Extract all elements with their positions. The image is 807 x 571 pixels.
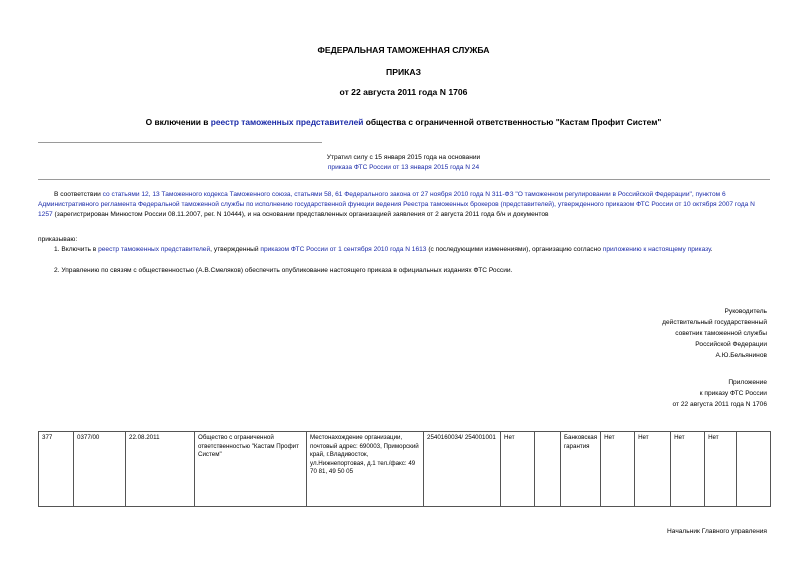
cell-date: 22.08.2011: [126, 432, 195, 507]
cell-empty: [535, 432, 561, 507]
item1-registry-link[interactable]: реестр таможенных представителей: [98, 246, 211, 253]
signature-block: [662, 306, 767, 361]
appendix-line: от 22 августа 2011 года N 1706: [672, 401, 767, 408]
page-title: [0, 117, 807, 127]
signature-name: А.Ю.Бельянинов: [715, 352, 767, 359]
title-prefix: О включении в: [145, 117, 211, 127]
cell-flag: Нет: [635, 432, 671, 507]
status-note-link[interactable]: приказа ФТС России от 13 января 2015 года N 24: [327, 164, 480, 171]
status-note-text: Утратил силу с 15 января 2015 года на основании: [326, 154, 481, 161]
item1-text-a: 1. Включить в: [54, 246, 99, 253]
preamble: [38, 190, 770, 220]
preamble-rest: (зарегистрирован Минюстом России 08.11.2007, рег. N 10444), и на основании представленных организацией заявления от 2 августа 2011 года б/н и документов: [52, 211, 549, 218]
cell-flag: Нет: [671, 432, 705, 507]
order-word: приказываю:: [38, 236, 78, 243]
appendix-heading: [673, 377, 767, 410]
signature-line: Руководитель: [724, 308, 767, 315]
org-name: ФЕДЕРАЛЬНАЯ ТАМОЖЕННАЯ СЛУЖБА: [317, 45, 490, 55]
cell-inn-kpp: 2540160034/ 254001001: [424, 432, 501, 507]
item1-text-b: , утвержденный: [210, 246, 261, 253]
table-row: [39, 432, 771, 507]
item1-text-c: (с последующими изменениями), организацию согласно: [426, 246, 603, 253]
signature-line: Российской Федерации: [695, 341, 767, 348]
signature-line: действительный государственный: [662, 319, 767, 326]
cell-empty: [737, 432, 771, 507]
cell-reg-number: 0377/00: [74, 432, 126, 507]
legal-basis-link[interactable]: со статьями 12, 13 Таможенного кодекса Таможенного союза, статьями 58, 61 Федерального закона от 27 ноября 2010 года N 311-ФЗ "О таможенном регулировании в Российской Федерации", пунктом 6 Административного регламента Федеральной таможенной службы по исполнению государственной функции ведения Реестра таможенных брокеров (представителей), утвержденного приказом ФТС России от 10 октября 2007 года N 1257: [38, 191, 755, 218]
registry-link[interactable]: реестр таможенных представителей: [210, 117, 364, 127]
cell-guarantee: Банковская гарантия: [561, 432, 601, 507]
cell-number: 377: [39, 432, 74, 507]
preamble-intro: В соответствии: [54, 191, 103, 198]
cell-flag: Нет: [705, 432, 737, 507]
cell-org-name: Общество с ограниченной ответственностью "Кастам Профит Систем": [195, 432, 307, 507]
divider-long: [38, 179, 770, 180]
doc-type: ПРИКАЗ: [386, 67, 421, 77]
item-2: 2. Управлению по связям с общественностью (А.В.Смеляков) обеспечить опубликование настоящего приказа в официальных изданиях ФТС России.: [54, 267, 513, 274]
appendix-line: Приложение: [728, 379, 767, 386]
title-suffix: общества с ограниченной ответственностью "Кастам Профит Систем": [363, 117, 662, 127]
divider-short: [38, 142, 322, 143]
item1-order-link[interactable]: приказом ФТС России от 1 сентября 2010 года N 1613: [260, 246, 427, 253]
cell-address: Местонахождение организации, почтовый адрес: 690003, Приморский край, г.Владивосток, ул.Нижнепортовая, д.1 тел./факс: 49 70 81, 49 50 05: [307, 432, 424, 507]
register-table: [38, 431, 771, 507]
appendix-line: к приказу ФТС России: [699, 390, 767, 397]
cell-flag: Нет: [601, 432, 635, 507]
cell-flag: Нет: [501, 432, 535, 507]
doc-date: от 22 августа 2011 года N 1706: [339, 87, 468, 97]
signature-line: советник таможенной службы: [675, 330, 767, 337]
item1-appendix-link[interactable]: приложению к настоящему приказу: [602, 246, 711, 253]
item1-text-d: .: [710, 246, 713, 253]
item-1: [38, 245, 770, 255]
footer-signature: Начальник Главного управления: [667, 528, 767, 535]
